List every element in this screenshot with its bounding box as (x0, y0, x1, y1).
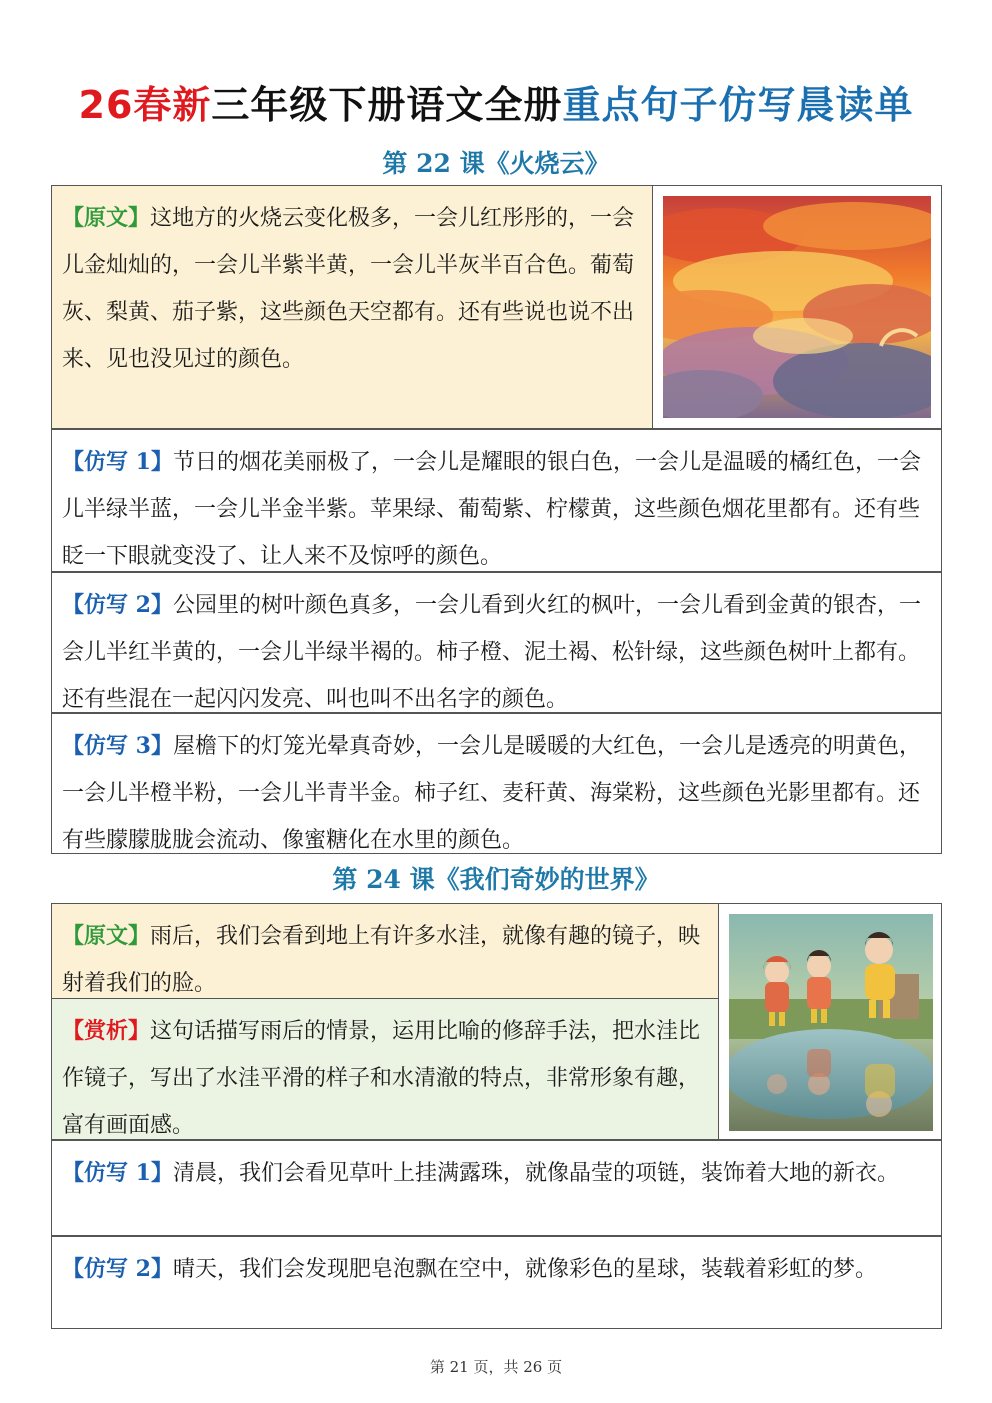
lesson-24-heading: 第 24 课《我们奇妙的世界》 (332, 865, 660, 894)
lesson-24-appreciation-block (51, 998, 720, 1140)
imitation-tag: 【仿写 1】 (62, 449, 173, 475)
lesson-22-imitation-3 (51, 713, 942, 854)
page-number: 第 21 页，共 26 页 (429, 1358, 563, 1376)
lesson-22-heading: 第 22 课《火烧云》 (382, 149, 610, 178)
imitation-paragraph (62, 723, 931, 864)
appreciation-text: 这句话描写雨后的情景，运用比喻的修辞手法，把水洼比作镜子，写出了水洼平滑的样子和水清澈的特点，非常形象有趣，富有画面感。 (62, 1019, 701, 1138)
original-tag: 【原文】 (62, 205, 151, 231)
original-text: 雨后，我们会看到地上有许多水洼，就像有趣的镜子，映射着我们的脸。 (62, 924, 701, 996)
lesson-24-image-frame (718, 903, 942, 1140)
original-text: 这地方的火烧云变化极多，一会儿红彤彤的，一会儿金灿灿的，一会儿半紫半黄，一会儿半灰半百合色。葡萄灰、梨黄、茄子紫，这些颜色天空都有。还有些说也说不出来、见也没见过的颜色。 (62, 206, 635, 372)
lesson-24-imitation-2 (51, 1236, 942, 1329)
imitation-text: 屋檐下的灯笼光晕真奇妙，一会儿是暖暖的大红色，一会儿是透亮的明黄色，一会儿半橙半粉，一会儿半青半金。柿子红、麦秆黄、海棠粉，这些颜色光影里都有。还有些朦朦胧胧会流动、像蜜糖化在水里的颜色。 (62, 734, 921, 853)
imitation-tag: 【仿写 1】 (62, 1160, 173, 1186)
page-title (0, 80, 992, 130)
title-part-red: 26春新 (78, 83, 212, 127)
lesson-22-original-block (51, 185, 654, 429)
imitation-text: 公园里的树叶颜色真多，一会儿看到火红的枫叶，一会儿看到金黄的银杏，一会儿半红半黄的，一会儿半绿半褐的。柿子橙、泥土褐、松针绿，这些颜色树叶上都有。还有些混在一起闪闪发亮、叫也叫不出名字的颜色。 (62, 593, 921, 712)
original-tag: 【原文】 (62, 923, 151, 949)
imitation-tag: 【仿写 2】 (62, 592, 173, 618)
imitation-text: 节日的烟花美丽极了，一会儿是耀眼的银白色，一会儿是温暖的橘红色，一会儿半绿半蓝，一会儿半金半紫。苹果绿、葡萄紫、柠檬黄，这些颜色烟花里都有。还有些眨一下眼就变没了、让人来不及惊呼的颜色。 (62, 450, 921, 569)
sunset-cloud-illustration (663, 196, 931, 418)
lesson-22-imitation-2 (51, 572, 942, 713)
lesson-24-original-paragraph (62, 913, 709, 1007)
lesson-22-original-paragraph (62, 195, 643, 383)
lesson-24-imitation-1 (51, 1140, 942, 1236)
imitation-tag: 【仿写 3】 (62, 733, 173, 759)
imitation-tag: 【仿写 2】 (62, 1256, 173, 1282)
imitation-paragraph (62, 1246, 931, 1293)
appreciation-paragraph (62, 1008, 709, 1149)
children-puddle-illustration (729, 914, 933, 1131)
title-part-blue: 重点句子仿写晨读单 (562, 83, 914, 127)
imitation-paragraph (62, 439, 931, 580)
imitation-text: 清晨，我们会看见草叶上挂满露珠，就像晶莹的项链，装饰着大地的新衣。 (172, 1161, 899, 1186)
imitation-paragraph (62, 1150, 931, 1197)
title-part-black: 三年级下册语文全册 (211, 83, 563, 127)
appreciation-tag: 【赏析】 (62, 1018, 151, 1044)
lesson-24-original-block (51, 903, 720, 999)
imitation-paragraph (62, 582, 931, 723)
lesson-22-image-frame (652, 185, 942, 429)
lesson-22-imitation-1 (51, 429, 942, 572)
imitation-text: 晴天，我们会发现肥皂泡飘在空中，就像彩色的星球，装载着彩虹的梦。 (172, 1257, 877, 1282)
